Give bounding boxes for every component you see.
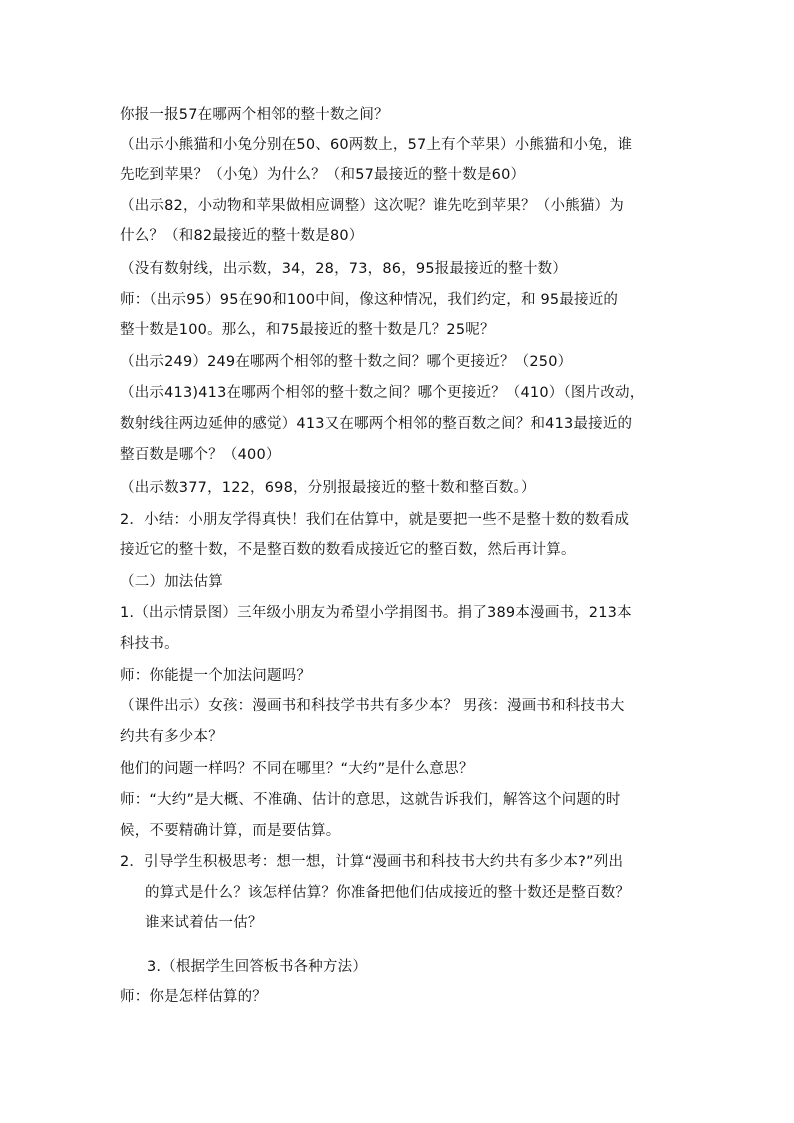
text-line: 3.（根据学生回答板书各种方法） — [147, 959, 368, 975]
text-line: 整百数是哪个？（400） — [120, 447, 281, 463]
text-line: 候，不要精确计算，而是要估算。 — [120, 823, 341, 839]
text-line: 约共有多少本？ — [120, 729, 223, 745]
text-line: （出示249）249在哪两个相邻的整十数之间？哪个更接近？（250） — [120, 354, 573, 370]
text-line: 师：（出示95）95在90和100中间，像这种情况，我们约定，和 95最接近的 — [120, 292, 619, 308]
text-line: 谁来试着估一估？ — [145, 915, 263, 931]
text-line: 先吃到苹果？（小兔）为什么？（和57最接近的整十数是60） — [120, 167, 526, 183]
text-line: 师：你是怎样估算的？ — [120, 989, 267, 1005]
text-line: 他们的问题一样吗？不同在哪里？“大约”是什么意思？ — [120, 761, 474, 777]
text-line: 2．引导学生积极思考：想一想，计算“漫画书和科技书大约共有多少本?”列出 — [120, 854, 624, 870]
text-line: （没有数射线，出示数，34，28，73，86，95报最接近的整十数） — [120, 261, 568, 277]
text-line: 什么？（和82最接近的整十数是80） — [120, 228, 364, 244]
text-line: 的算式是什么？该怎样估算？你准备把他们估成接近的整十数还是整百数？ — [145, 885, 631, 901]
text-line: （出示413)413在哪两个相邻的整十数之间？哪个更接近？（410）（图片改动， — [120, 385, 645, 401]
text-line: 2．小结：小朋友学得真快！我们在估算中，就是要把一些不是整十数的数看成 — [120, 512, 630, 528]
text-line: （课件出示）女孩：漫画书和科技学书共有多少本？ 男孩：漫画书和科技书大 — [120, 698, 625, 714]
text-line: （出示小熊猫和小兔分别在50、60两数上，57上有个苹果）小熊猫和小兔，谁 — [120, 137, 633, 153]
text-line: 整十数是100。那么，和75最接近的整十数是几？25呢？ — [120, 322, 495, 338]
text-line: 数射线往两边延伸的感觉）413又在哪两个相邻的整百数之间？和413最接近的 — [120, 416, 633, 432]
text-line: 你报一报57在哪两个相邻的整十数之间？ — [120, 107, 389, 123]
text-line: 1.（出示情景图）三年级小朋友为希望小学捐图书。捐了389本漫画书，213本 — [120, 605, 632, 621]
text-line: 师：你能提一个加法问题吗？ — [120, 668, 312, 684]
text-line: 科技书。 — [120, 636, 179, 652]
text-line: （出示数377，122，698，分别报最接近的整十数和整百数。） — [120, 480, 536, 496]
section-heading: （二）加法估算 — [120, 574, 223, 590]
text-line: （出示82，小动物和苹果做相应调整）这次呢？谁先吃到苹果？（小熊猫）为 — [120, 198, 624, 214]
text-line: 师：“大约”是大概、不准确、估计的意思，这就告诉我们，解答这个问题的时 — [120, 792, 621, 808]
text-line: 接近它的整十数，不是整百数的数看成接近它的整百数，然后再计算。 — [120, 542, 576, 558]
